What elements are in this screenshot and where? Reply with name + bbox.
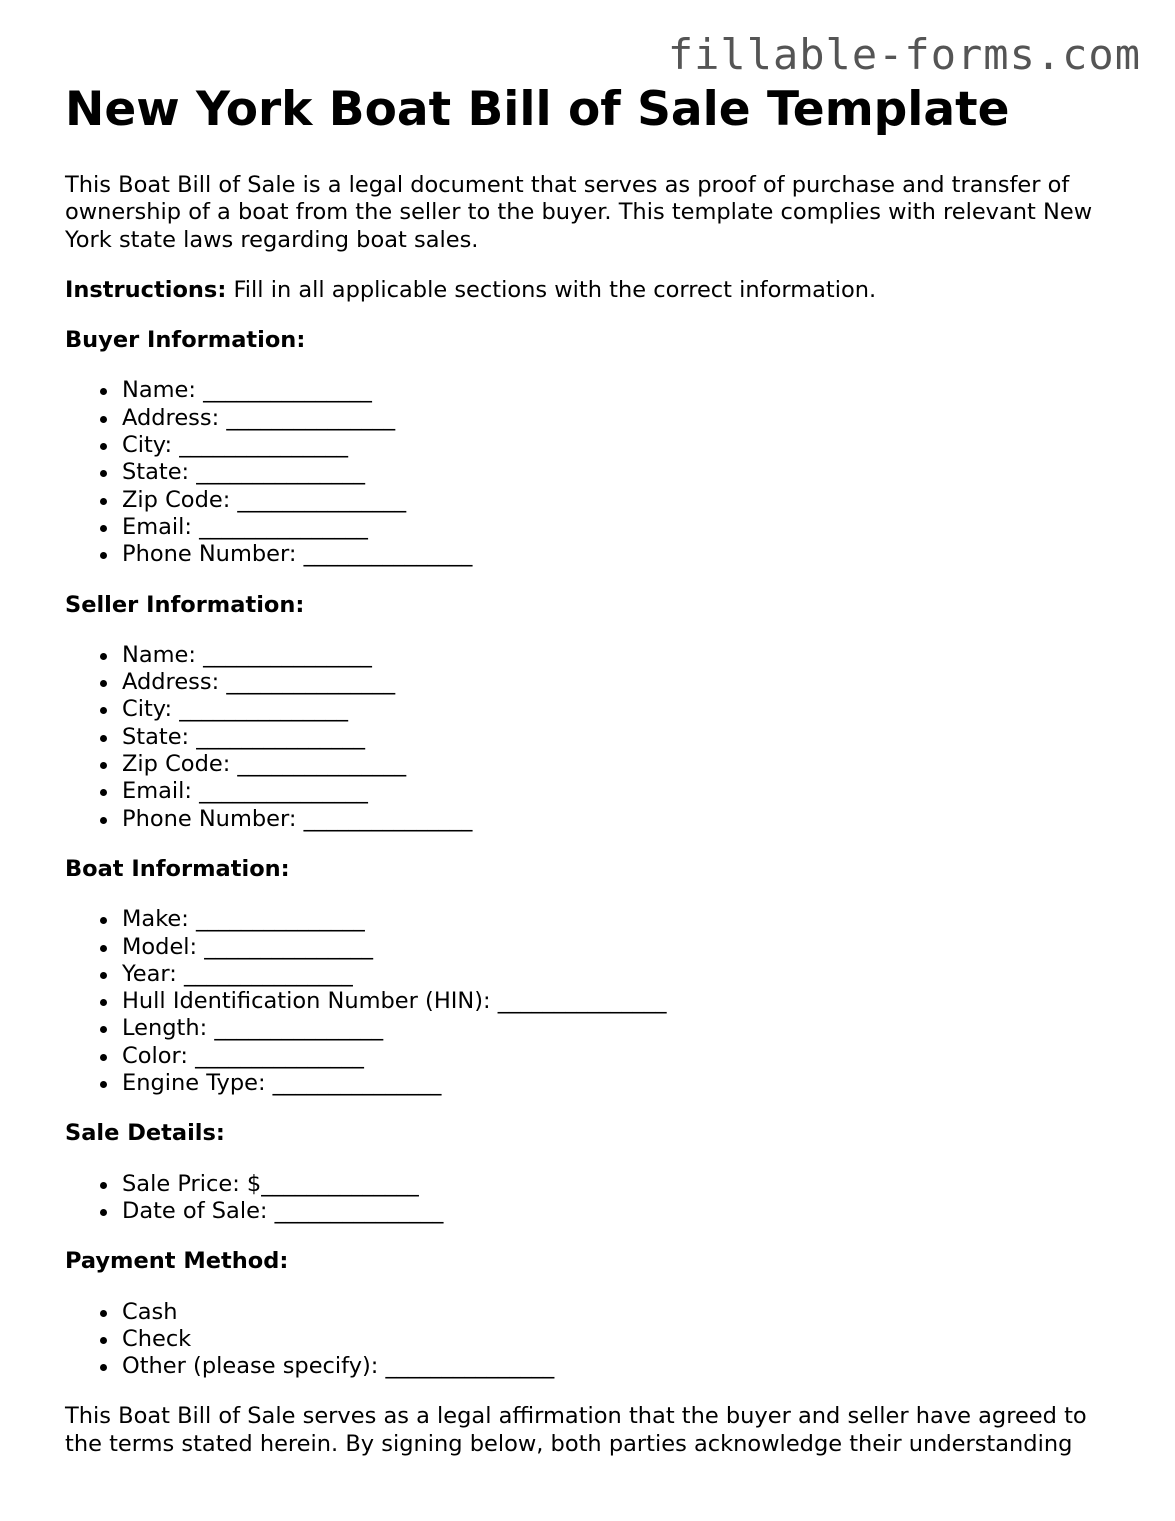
- instructions-text: Fill in all applicable sections with the correct information.: [226, 276, 877, 303]
- buyer-field-list: [65, 377, 1125, 568]
- boat-hin-field[interactable]: Hull Identification Number (HIN): _______________: [122, 988, 1125, 1015]
- instructions-label: Instructions:: [65, 276, 227, 303]
- seller-address-field[interactable]: Address: _______________: [122, 669, 1125, 696]
- buyer-phone-field[interactable]: Phone Number: _______________: [122, 541, 1125, 568]
- buyer-state-field[interactable]: State: _______________: [122, 459, 1125, 486]
- seller-phone-field[interactable]: Phone Number: _______________: [122, 806, 1125, 833]
- seller-city-field[interactable]: City: _______________: [122, 696, 1125, 723]
- buyer-section-title: Buyer Information:: [65, 327, 306, 354]
- boat-engine-type-field[interactable]: Engine Type: _______________: [122, 1070, 1125, 1097]
- document-body: [65, 82, 1125, 1458]
- page-title: New York Boat Bill of Sale Template: [65, 82, 1010, 137]
- boat-field-list: [65, 906, 1125, 1097]
- payment-section-title: Payment Method:: [65, 1248, 289, 1275]
- boat-length-field[interactable]: Length: _______________: [122, 1015, 1125, 1042]
- payment-option-list: [65, 1299, 1125, 1381]
- buyer-city-field[interactable]: City: _______________: [122, 432, 1125, 459]
- boat-year-field[interactable]: Year: _______________: [122, 961, 1125, 988]
- seller-zip-field[interactable]: Zip Code: _______________: [122, 751, 1125, 778]
- boat-color-field[interactable]: Color: _______________: [122, 1043, 1125, 1070]
- closing-paragraph: This Boat Bill of Sale serves as a legal affirmation that the buyer and seller have agreed to the terms stated herein. By signing below, both parties acknowledge their understanding: [65, 1403, 1087, 1457]
- seller-email-field[interactable]: Email: _______________: [122, 778, 1125, 805]
- intro-paragraph: This Boat Bill of Sale is a legal document that serves as proof of purchase and transfer of ownership of a boat from the seller to the buyer. This template complies with relevant New York state laws regarding boat sales.: [65, 172, 1093, 253]
- seller-name-field[interactable]: Name: _______________: [122, 642, 1125, 669]
- buyer-name-field[interactable]: Name: _______________: [122, 377, 1125, 404]
- boat-make-field[interactable]: Make: _______________: [122, 906, 1125, 933]
- site-watermark: fillable-forms.com: [667, 30, 1141, 79]
- payment-option-cash[interactable]: Cash: [122, 1299, 1125, 1326]
- buyer-address-field[interactable]: Address: _______________: [122, 405, 1125, 432]
- sale-field-list: [65, 1171, 1125, 1226]
- seller-field-list: [65, 642, 1125, 833]
- sale-price-field[interactable]: Sale Price: $______________: [122, 1171, 1125, 1198]
- instructions-paragraph: [65, 277, 1125, 304]
- seller-section-title: Seller Information:: [65, 591, 305, 618]
- buyer-email-field[interactable]: Email: _______________: [122, 514, 1125, 541]
- sale-date-field[interactable]: Date of Sale: _______________: [122, 1198, 1125, 1225]
- payment-option-other[interactable]: Other (please specify): _______________: [122, 1353, 1125, 1380]
- buyer-zip-field[interactable]: Zip Code: _______________: [122, 487, 1125, 514]
- boat-model-field[interactable]: Model: _______________: [122, 934, 1125, 961]
- seller-state-field[interactable]: State: _______________: [122, 724, 1125, 751]
- sale-section-title: Sale Details:: [65, 1120, 225, 1147]
- boat-section-title: Boat Information:: [65, 855, 290, 882]
- payment-option-check[interactable]: Check: [122, 1326, 1125, 1353]
